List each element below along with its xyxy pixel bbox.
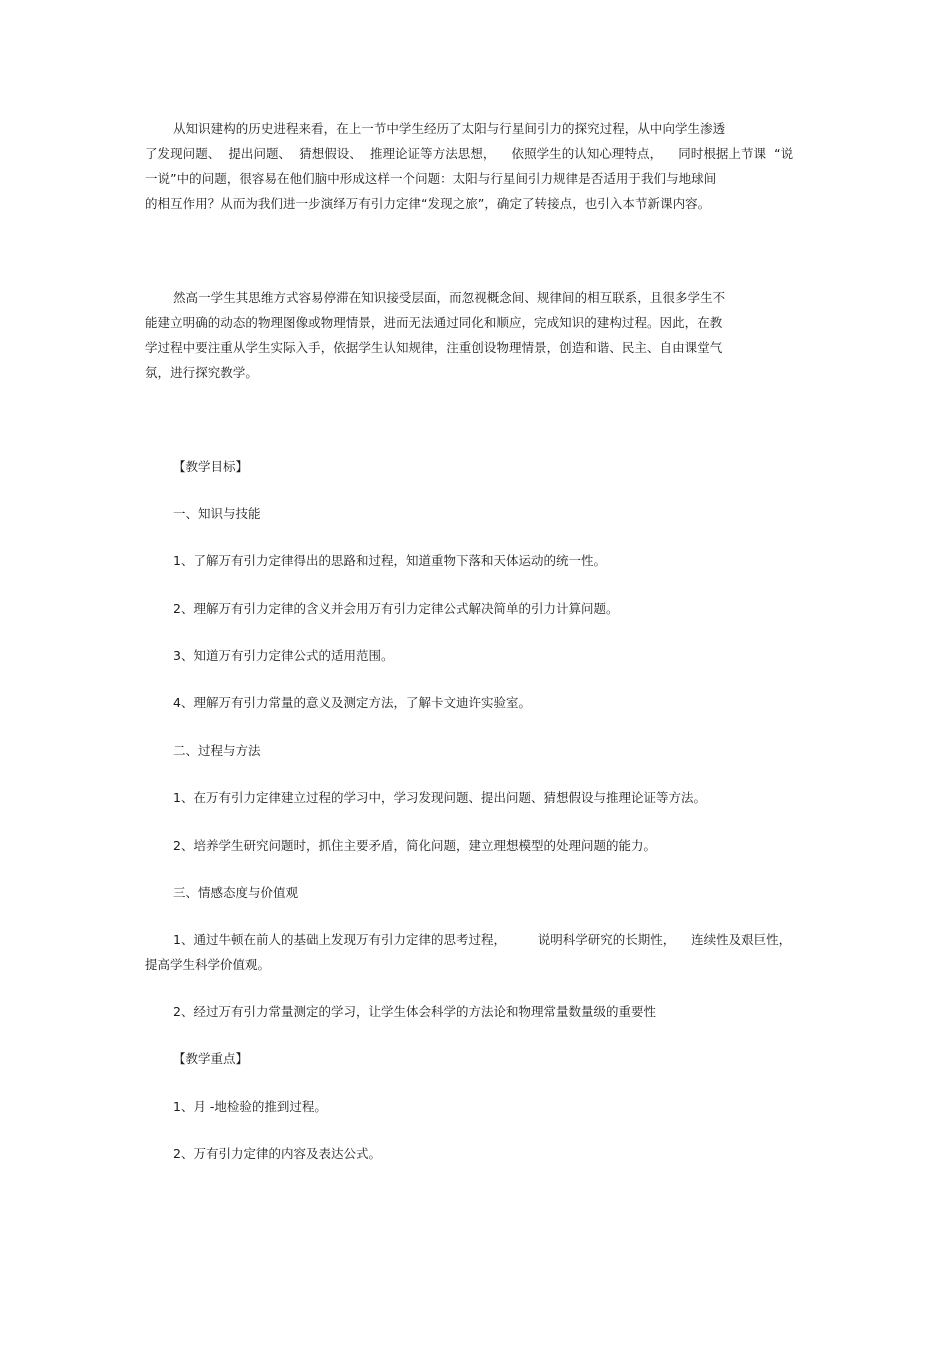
objective-item: 1、通过牛顿在前人的基础上发现万有引力定律的思考过程， 说明科学研究的长期性， 连续性及艰巨性， (173, 932, 792, 947)
objective-item: 4、理解万有引力常量的意义及测定方法，了解卡文迪许实验室。 (173, 695, 531, 710)
objective-item-continuation: 提高学生科学价值观。 (145, 957, 271, 972)
objective-item: 2、培养学生研究问题时，抓住主要矛盾，简化问题，建立理想模型的处理问题的能力。 (173, 838, 656, 853)
intro-paragraph-line: 从知识建构的历史进程来看，在上一节中学生经历了太阳与行星间引力的探究过程，从中向学生渗透 (173, 121, 726, 136)
objective-item: 1、在万有引力定律建立过程的学习中，学习发现问题、提出问题、猜想假设与推理论证等方法。 (173, 790, 706, 805)
intro-paragraph-line: 一说”中的问题，很容易在他们脑中形成这样一个问题：太阳与行星间引力规律是否适用于我们与地球间 (145, 171, 717, 186)
student-paragraph-line: 能建立明确的动态的物理图像或物理情景，进而无法通过同化和顺应，完成知识的建构过程。因此，在教 (145, 315, 723, 330)
objective-item: 1、了解万有引力定律得出的思路和过程，知道重物下落和天体运动的统一性。 (173, 553, 606, 568)
objective-item: 2、理解万有引力定律的含义并会用万有引力定律公式解决简单的引力计算问题。 (173, 601, 619, 616)
objective-item: 3、知道万有引力定律公式的适用范围。 (173, 648, 394, 663)
objective-item: 2、经过万有引力常量测定的学习，让学生体会科学的方法论和物理常量数量级的重要性 (173, 1004, 656, 1019)
key-points-heading: 【教学重点】 (173, 1051, 249, 1066)
key-point-item: 1、月 -地检验的推到过程。 (173, 1099, 327, 1114)
student-paragraph-line: 然高一学生其思维方式容易停滞在知识接受层面，而忽视概念间、规律间的相互联系，且很多学生不 (173, 290, 726, 305)
objectives-heading: 【教学目标】 (173, 459, 249, 474)
student-paragraph-line: 学过程中要注重从学生实际入手，依据学生认知规律，注重创设物理情景，创造和谐、民主、自由课堂气 (145, 340, 723, 355)
student-paragraph-line: 氛，进行探究教学。 (145, 365, 258, 380)
section-title-process-method: 二、过程与方法 (173, 743, 261, 758)
key-point-item: 2、万有引力定律的内容及表达公式。 (173, 1146, 381, 1161)
intro-paragraph-line: 了发现问题、 提出问题、 猜想假设、 推理论证等方法思想， 依照学生的认知心理特点， 同时根据上节课 “说 (145, 146, 794, 161)
intro-paragraph-line: 的相互作用？从而为我们进一步演绎万有引力定律“发现之旅”，确定了转接点，也引入本节新课内容。 (145, 196, 711, 211)
section-title-knowledge-skills: 一、知识与技能 (173, 506, 261, 521)
section-title-attitude-values: 三、情感态度与价值观 (173, 885, 299, 900)
